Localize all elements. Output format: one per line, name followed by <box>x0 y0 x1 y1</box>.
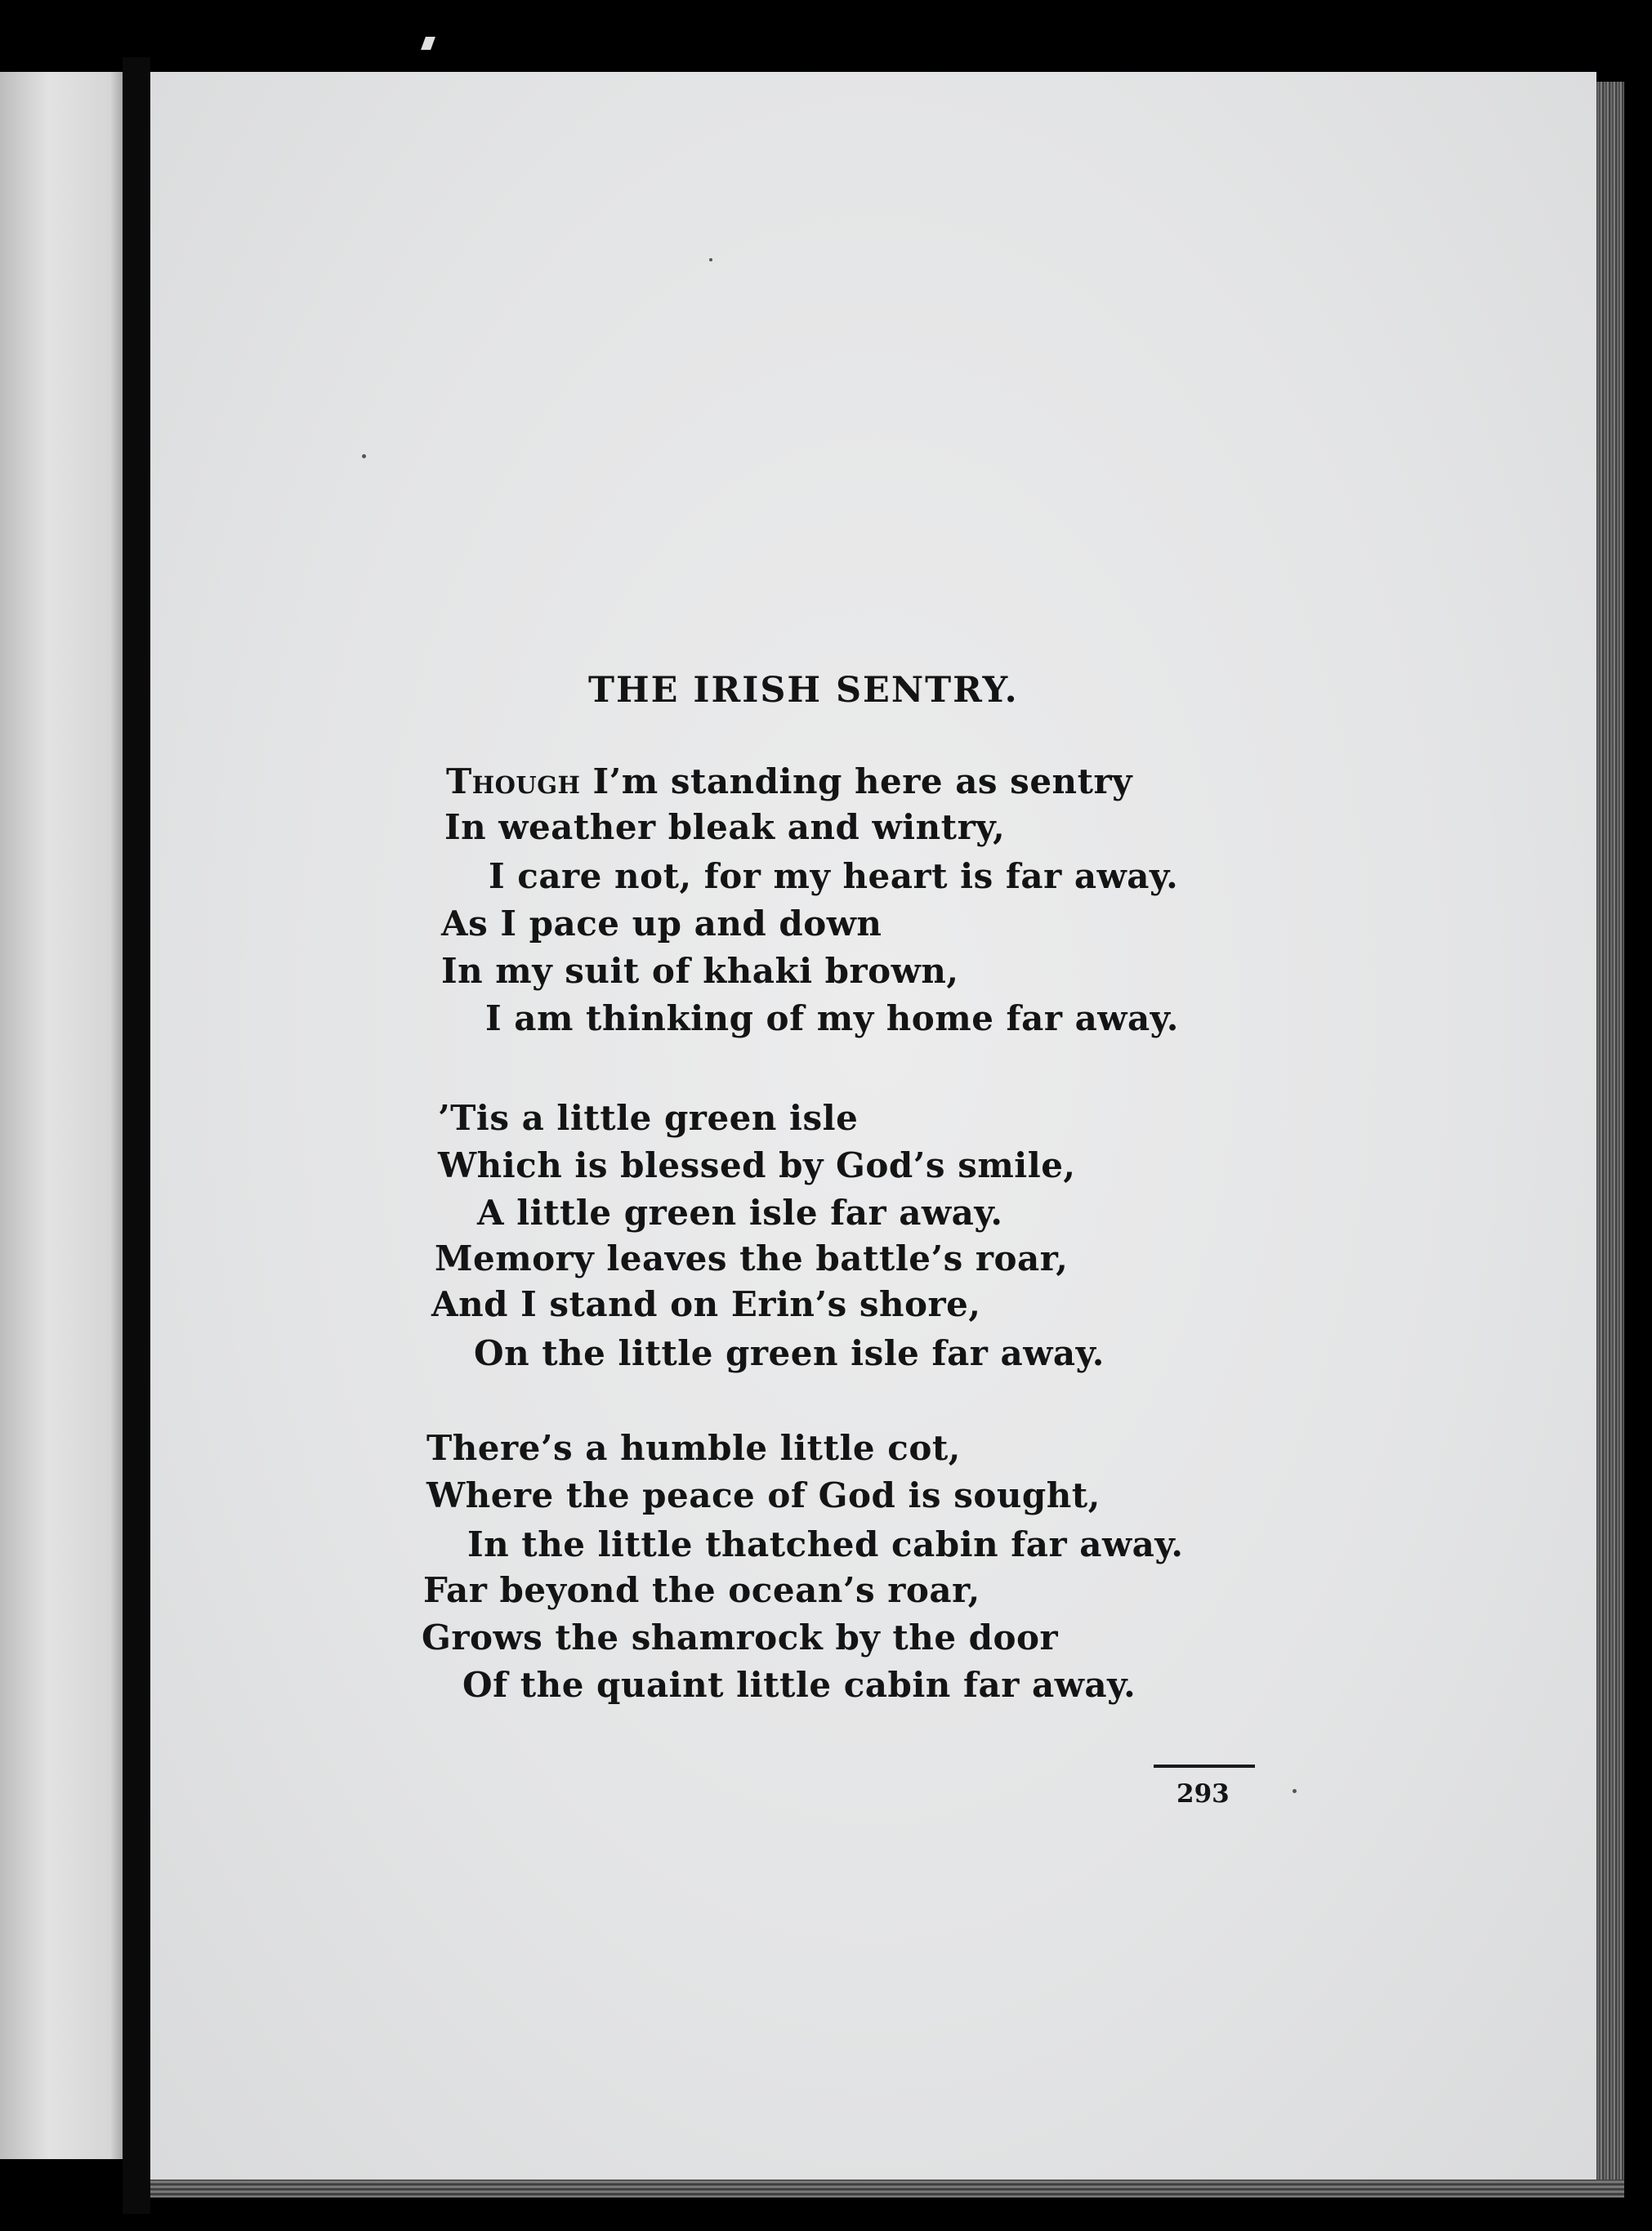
poem-line: I care not, for my heart is far away. <box>489 856 1179 896</box>
poem-line: On the little green isle far away. <box>474 1333 1105 1373</box>
poem-line: Of the quaint little cabin far away. <box>462 1665 1136 1705</box>
page-number: 293 <box>1176 1779 1230 1809</box>
poem-line: In weather bleak and wintry, <box>444 807 1006 847</box>
poem-line: ’Tis a little green isle <box>438 1098 859 1138</box>
poem-line-lead: Though <box>446 761 581 801</box>
poem-line: Memory leaves the battle’s roar, <box>435 1238 1069 1278</box>
poem-line: Far beyond the ocean’s roar, <box>423 1570 980 1610</box>
poem-title: THE IRISH SENTRY. <box>588 670 1019 711</box>
poem-line: Where the peace of God is sought, <box>426 1475 1101 1515</box>
poem-line: Which is blessed by God’s smile, <box>438 1145 1076 1185</box>
poem-line: As I pace up and down <box>441 904 882 944</box>
poem-line: There’s a humble little cot, <box>426 1428 961 1468</box>
poem-line: I am thinking of my home far away. <box>485 998 1179 1038</box>
poem-line: A little green isle far away. <box>477 1193 1003 1233</box>
poem-line-text: I’m standing here as sentry <box>580 761 1133 801</box>
poem-line <box>446 761 1132 801</box>
poem-line: In my suit of khaki brown, <box>441 951 959 991</box>
page-number-rule <box>1154 1765 1255 1768</box>
poem-line: In the little thatched cabin far away. <box>467 1524 1184 1564</box>
poem-line: Grows the shamrock by the door <box>422 1617 1059 1658</box>
poem-line: And I stand on Erin’s shore, <box>431 1284 981 1324</box>
